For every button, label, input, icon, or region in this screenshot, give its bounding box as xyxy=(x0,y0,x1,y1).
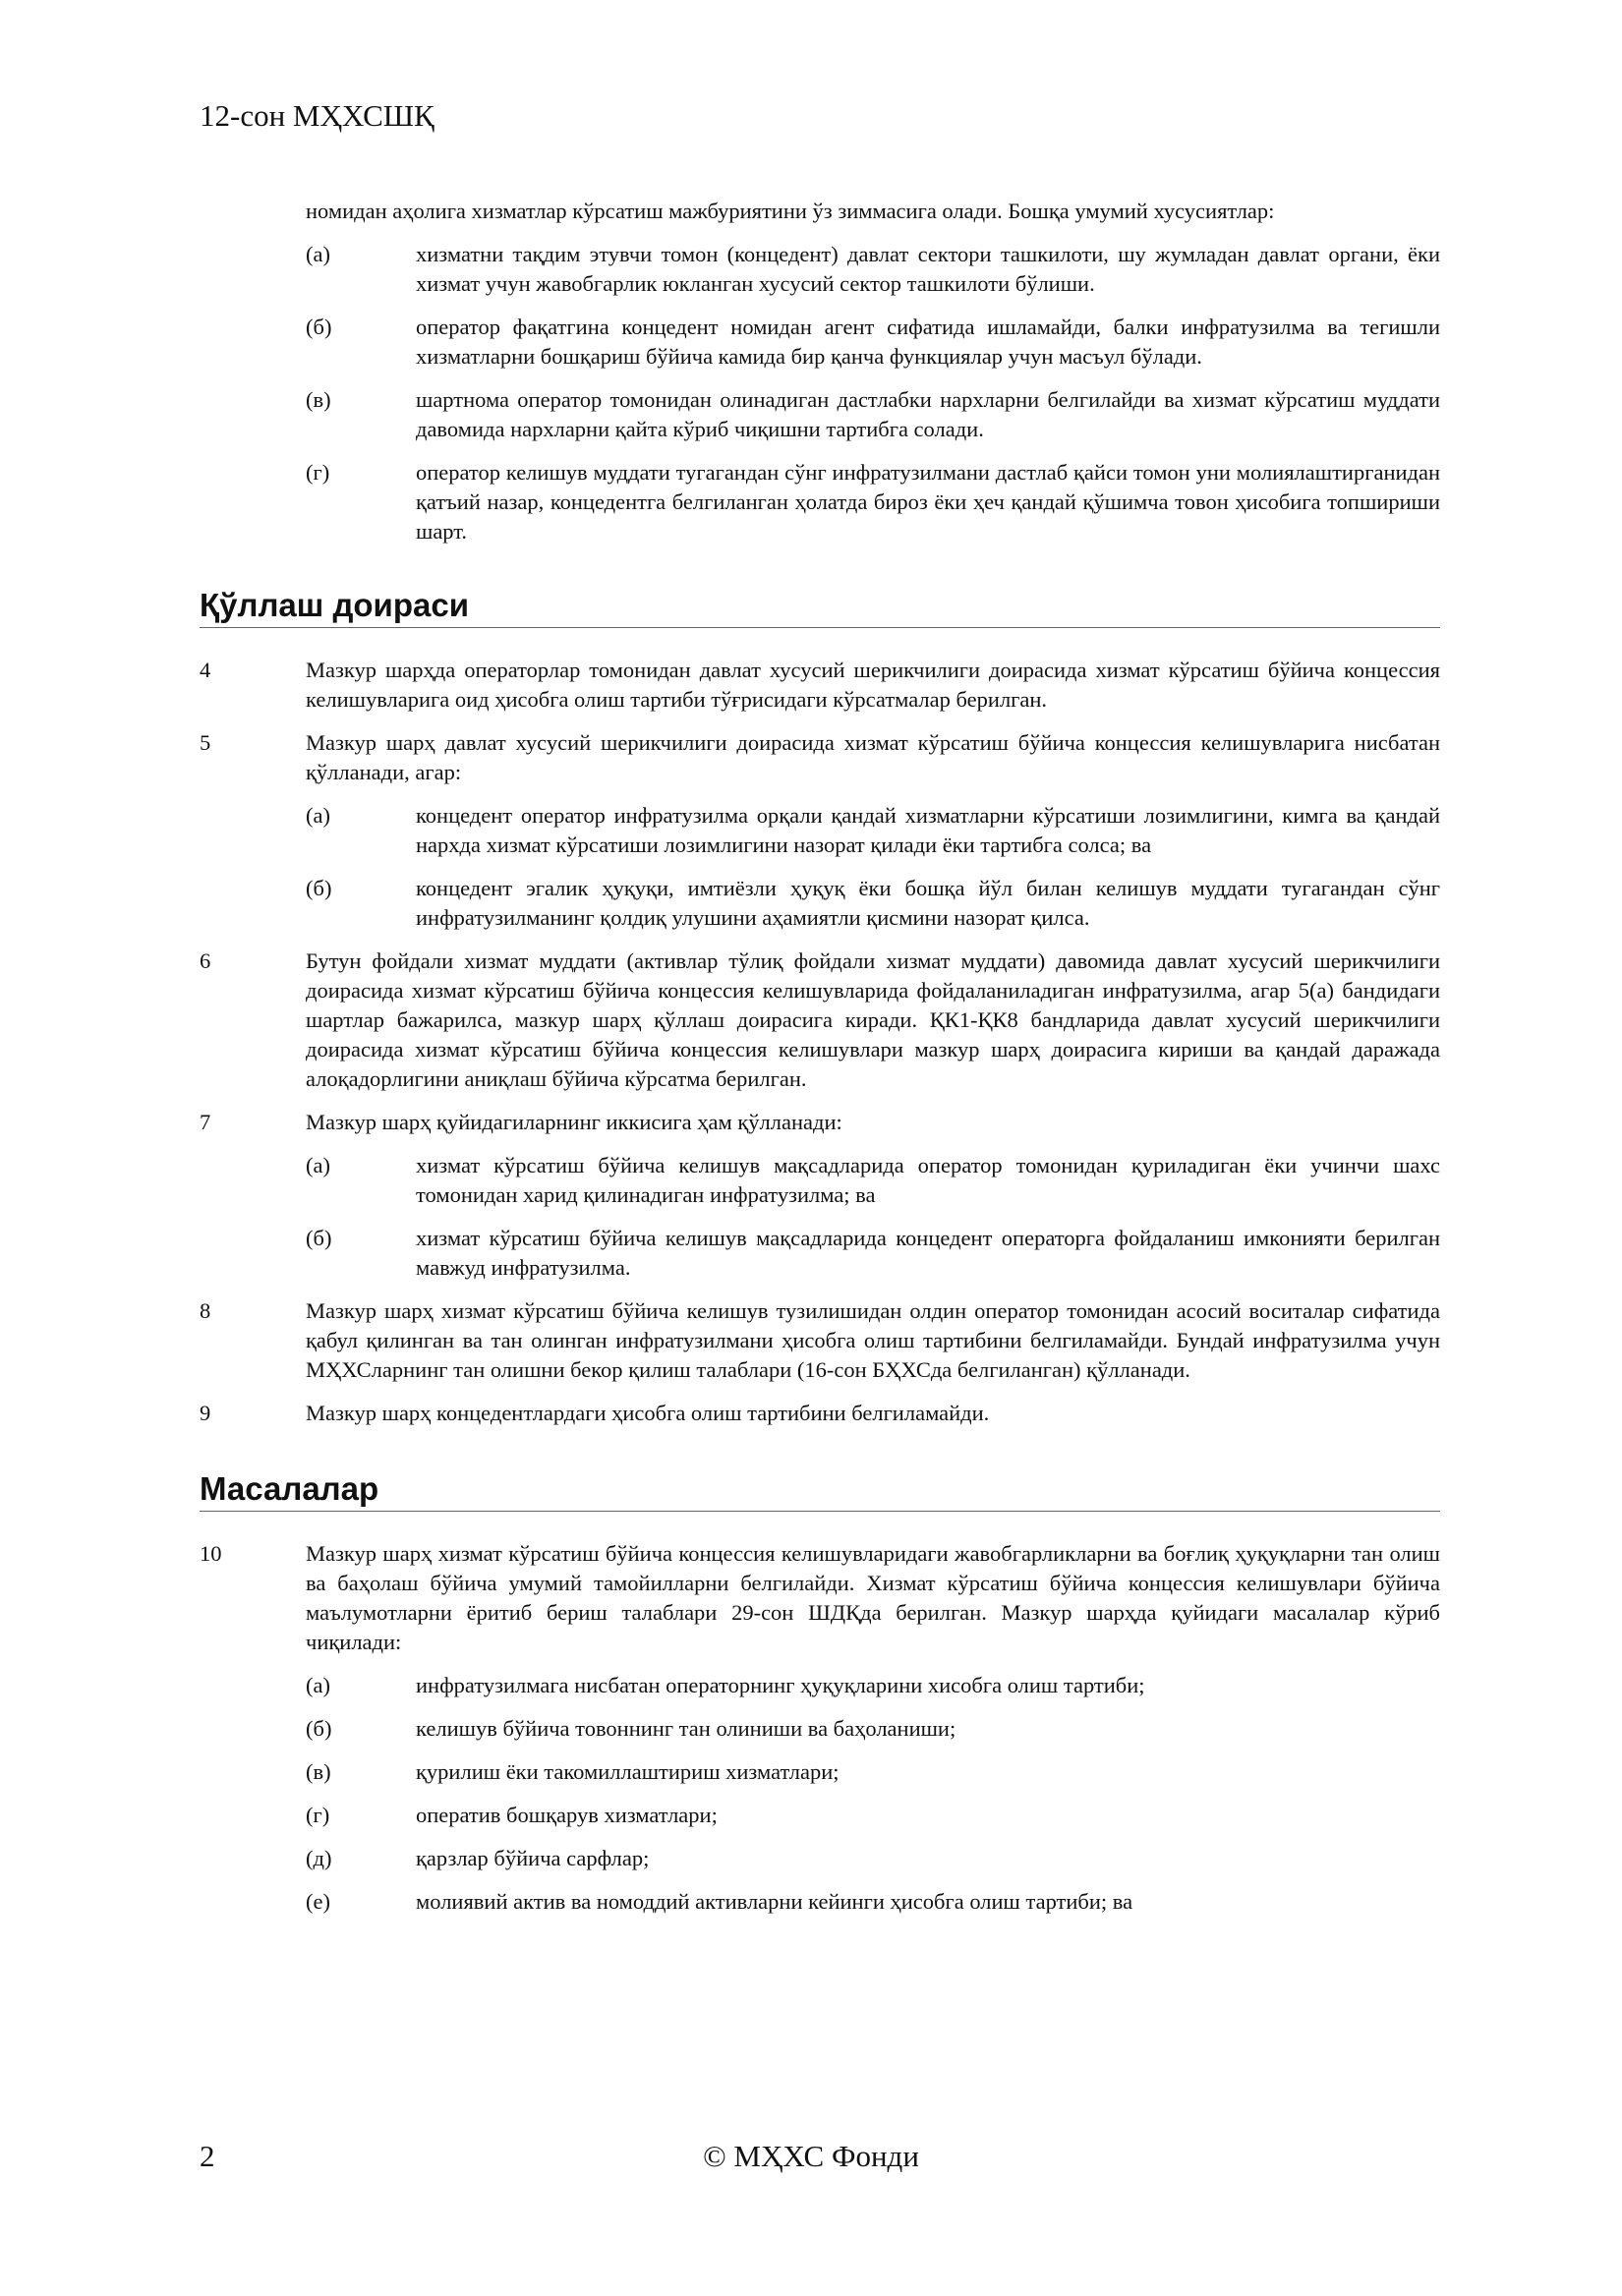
paragraph-text: Бутун фойдали хизмат муддати (активлар тўлиқ фойдали хизмат муддати) давомида давлат хусусий шерикчилиги доирасида хизмат кўрсатиш бўйича концессия келишувларида фойдаланиладиган инфратузилма, агар 5(а) бандидаги шартлар бажарилса, мазкур шарҳ қўллаш доирасига киради. ҚК1-ҚК8 бандларида давлат хусусий шерикчилиги доирасида хизмат кўрсатиш бўйича концессия келишувлари мазкур шарҳ доирасига кириши ва қандай даражада алоқадорлигини аниқлаш бўйича кўрсатма берилган. xyxy=(306,948,1440,1091)
list-item-text: инфратузилмага нисбатан операторнинг ҳуқуқларини хисобга олиш тартиби; xyxy=(416,1673,1145,1697)
numbered-paragraph xyxy=(200,728,1440,787)
list-item xyxy=(306,1224,1440,1283)
paragraph-text: Мазкур шарҳ концедентлардаги ҳисобга олиш тартибини белгиламайди. xyxy=(306,1401,990,1425)
list-item-text: оператив бошқарув хизматлари; xyxy=(416,1803,718,1827)
paragraph-number: 8 xyxy=(200,1298,211,1323)
list-item xyxy=(306,1714,1440,1744)
paragraph-number: 4 xyxy=(200,658,211,682)
running-head: 12-сон МҲХСШҚ xyxy=(200,98,434,133)
paragraph-number: 5 xyxy=(200,730,211,755)
list-item xyxy=(306,1757,1440,1787)
numbered-paragraph xyxy=(200,1108,1440,1137)
list-item xyxy=(306,1844,1440,1873)
numbered-paragraph xyxy=(200,1539,1440,1657)
list-item-label: (б) xyxy=(306,876,332,900)
paragraph-text: Мазкур шарҳ қуйидагиларнинг иккисига ҳам қўлланади: xyxy=(306,1110,842,1134)
list-item-text: хизматни тақдим этувчи томон (концедент) давлат сектори ташкилоти, шу жумладан давлат органи, ёки хизмат учун жавобгарлик юкланган хусусий сектор ташкилоти бўлиши. xyxy=(416,242,1440,296)
list-item-label: (б) xyxy=(306,1226,332,1250)
list-item-text: хизмат кўрсатиш бўйича келишув мақсадларида концедент операторга фойдаланиш имконияти берилган мавжуд инфратузилма. xyxy=(416,1226,1440,1280)
paragraph-number: 9 xyxy=(200,1401,211,1425)
numbered-paragraph xyxy=(200,1296,1440,1385)
numbered-paragraph xyxy=(200,1399,1440,1428)
list-item-text: концедент эгалик ҳуқуқи, имтиёзли ҳуқуқ ёки бошқа йўл билан келишув муддати тугагандан сўнг инфратузилманинг қолдиқ улушини аҳамиятли қисмини назорат қилса. xyxy=(416,876,1440,930)
list-item-label: (б) xyxy=(306,315,332,339)
list-item-text: оператор келишув муддати тугагандан сўнг инфратузилмани дастлаб қайси томон уни молиялаштирганидан қатъий назар, концедентга белгиланган ҳолатда бироз ёки ҳеч қандай қўшимча товон ҳисобига топшириши шарт. xyxy=(416,460,1440,544)
list-item xyxy=(306,240,1440,299)
numbered-paragraph xyxy=(200,656,1440,715)
paragraph-text: Мазкур шарҳ хизмат кўрсатиш бўйича концессия келишувларидаги жавобгарликларни ва боғлиқ ҳуқуқларни тан олиш ва баҳолаш бўйича умумий тамойилларни белгилайди. Хизмат кўрсатиш бўйича концессия келишувлари бўйича маълумотларни ёритиб бериш талаблари 29-сон ШДҚда берилган. Мазкур шарҳда қуйидаги масалалар кўриб чиқилади: xyxy=(306,1541,1440,1654)
list-item-label: (а) xyxy=(306,1153,330,1177)
list-item-text: молиявий актив ва номоддий активларни кейинги ҳисобга олиш тартиби; ва xyxy=(416,1889,1133,1914)
section-heading-scope: Қўллаш доираси xyxy=(200,586,1440,628)
list-item xyxy=(306,385,1440,444)
list-item-text: қарзлар бўйича сарфлар; xyxy=(416,1846,650,1870)
list-item xyxy=(306,1887,1440,1917)
page-body xyxy=(200,197,1440,1930)
footer-copyright: © МҲХС Фонди xyxy=(703,2139,919,2173)
paragraph-number: 6 xyxy=(200,948,211,973)
list-item xyxy=(306,1151,1440,1210)
list-item-text: оператор фақатгина концедент номидан агент сифатида ишламайди, балки инфратузилма ва тегишли хизматларни бошқариш бўйича камида бир қанча функциялар учун масъул бўлади. xyxy=(416,315,1440,369)
list-item-label: (б) xyxy=(306,1716,332,1741)
list-item-text: қурилиш ёки такомиллаштириш хизматлари; xyxy=(416,1759,840,1784)
list-item xyxy=(306,801,1440,860)
list-item-label: (в) xyxy=(306,1759,331,1784)
list-item-text: шартнома оператор томонидан олинадиган дастлабки нархларни белгилайди ва хизмат кўрсатиш муддати давомида нархларни қайта кўриб чиқишни тартибга солади. xyxy=(416,387,1440,441)
paragraph-number: 7 xyxy=(200,1110,211,1134)
list-item-text: хизмат кўрсатиш бўйича келишув мақсадларида оператор томонидан қуриладиган ёки учинчи шахс томонидан харид қилинадиган инфратузилма; ва xyxy=(416,1153,1440,1207)
list-item-label: (а) xyxy=(306,803,330,828)
list-item-label: (е) xyxy=(306,1889,330,1914)
numbered-paragraph xyxy=(200,947,1440,1094)
paragraph-text: Мазкур шарҳда операторлар томонидан давлат хусусий шерикчилиги доирасида хизмат кўрсатиш бўйича концессия келишувларига оид ҳисобга олиш тартиби тўғрисидаги кўрсатмалар берилган. xyxy=(306,658,1440,712)
paragraph-number: 10 xyxy=(200,1541,222,1566)
section-heading-issues: Масалалар xyxy=(200,1469,1440,1512)
page-number: 2 xyxy=(200,2139,215,2173)
list-item-text: концедент оператор инфратузилма орқали қандай хизматларни кўрсатиши лозимлигини, кимга ва қандай нархда хизмат кўрсатиши лозимлигини назорат қилади ёки тартибга солса; ва xyxy=(416,803,1440,857)
list-item-label: (в) xyxy=(306,387,331,412)
list-item-label: (г) xyxy=(306,460,330,485)
list-item-label: (д) xyxy=(306,1846,332,1870)
list-item xyxy=(306,458,1440,546)
list-item-text: келишув бўйича товоннинг тан олиниши ва баҳоланиши; xyxy=(416,1716,956,1741)
list-item-label: (а) xyxy=(306,242,330,266)
paragraph-text: Мазкур шарҳ хизмат кўрсатиш бўйича келишув тузилишидан олдин оператор томонидан асосий воситалар сифатида қабул қилинган ва тан олинган инфратузилмани ҳисобга олиш тартибини белгиламайди. Бундай инфратузилма учун МҲХСларнинг тан олишни бекор қилиш талаблари (16-сон БҲХСда белгиланган) қўлланади. xyxy=(306,1298,1440,1382)
intro-paragraph: номидан аҳолига хизматлар кўрсатиш мажбуриятини ўз зиммасига олади. Бошқа умумий хусусиятлар: xyxy=(306,199,1275,223)
list-item-label: (г) xyxy=(306,1803,330,1827)
list-item xyxy=(306,1671,1440,1700)
list-item xyxy=(306,1801,1440,1830)
list-item-label: (а) xyxy=(306,1673,330,1697)
list-item xyxy=(306,874,1440,933)
paragraph-text: Мазкур шарҳ давлат хусусий шерикчилиги доирасида хизмат кўрсатиш бўйича концессия келишувларига нисбатан қўлланади, агар: xyxy=(306,730,1440,784)
list-item xyxy=(306,313,1440,372)
